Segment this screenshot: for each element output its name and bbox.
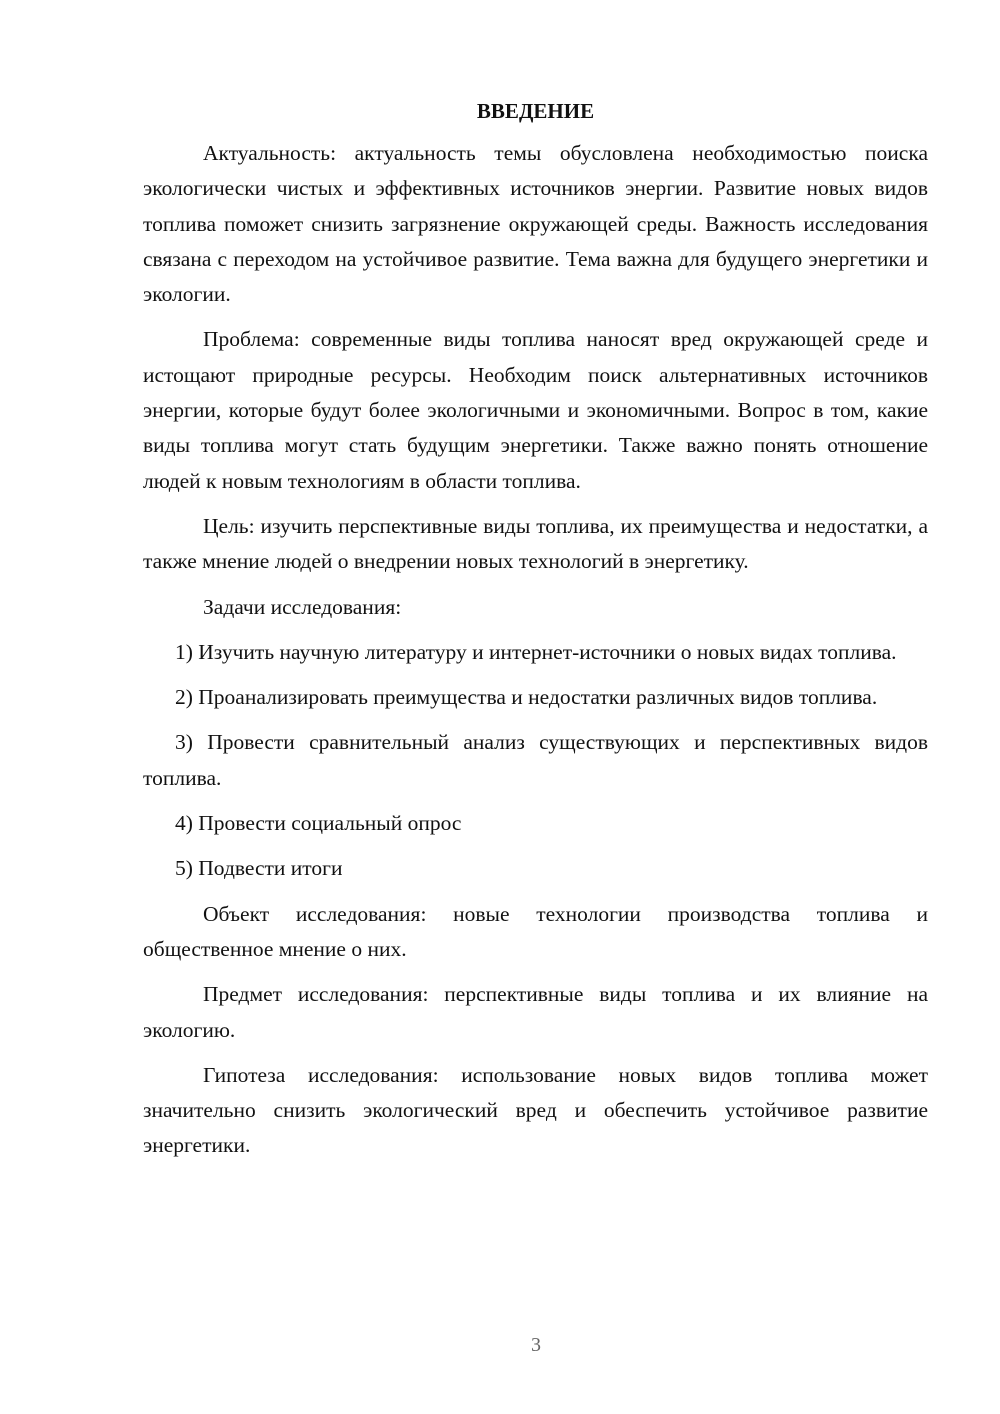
list-item: 4) Провести социальный опрос bbox=[175, 811, 462, 836]
tasks-heading: Задачи исследования: bbox=[203, 594, 402, 619]
hypothesis-paragraph: Гипотеза исследования: использование новых видов топлива может значительно снизить экологический вред и обеспечить устойчивое развитие энергетики. bbox=[143, 1062, 928, 1158]
document-page bbox=[143, 96, 928, 1174]
object-paragraph: Объект исследования: новые технологии производства топлива и общественное мнение о них. bbox=[143, 901, 928, 961]
list-item: 3) Провести сравнительный анализ существующих и перспективных видов топлива. bbox=[143, 730, 928, 790]
tasks-list bbox=[143, 635, 928, 887]
list-item: 5) Подвести итоги bbox=[175, 856, 343, 881]
list-item: 1) Изучить научную литературу и интернет-источники о новых видах топлива. bbox=[175, 639, 897, 664]
subject-paragraph: Предмет исследования: перспективные виды топлива и их влияние на экологию. bbox=[143, 982, 928, 1042]
goal-paragraph: Цель: изучить перспективные виды топлива, их преимущества и недостатки, а также мнение людей о внедрении новых технологий в энергетику. bbox=[143, 513, 928, 574]
relevance-paragraph: Актуальность: актуальность темы обусловлена необходимостью поиска экологически чистых и эффективных источников энергии. Развитие новых видов топлива поможет снизить загрязнение окружающей среды. Важность исследования связана с переходом на устойчивое развитие. Тема важна для будущего энергетики и экологии. bbox=[143, 141, 928, 307]
list-item: 2) Проанализировать преимущества и недостатки различных видов топлива. bbox=[175, 685, 878, 710]
problem-paragraph: Проблема: современные виды топлива наносят вред окружающей среде и истощают природные ресурсы. Необходим поиск альтернативных источников энергии, которые будут более экологичными и экономичными. Вопрос в том, какие виды топлива могут стать будущим энергетики. Также важно понять отношение людей к новым технологиям в области топлива. bbox=[143, 327, 928, 493]
section-title: ВВЕДЕНИЕ bbox=[476, 99, 595, 123]
page-number: 3 bbox=[531, 1334, 541, 1356]
